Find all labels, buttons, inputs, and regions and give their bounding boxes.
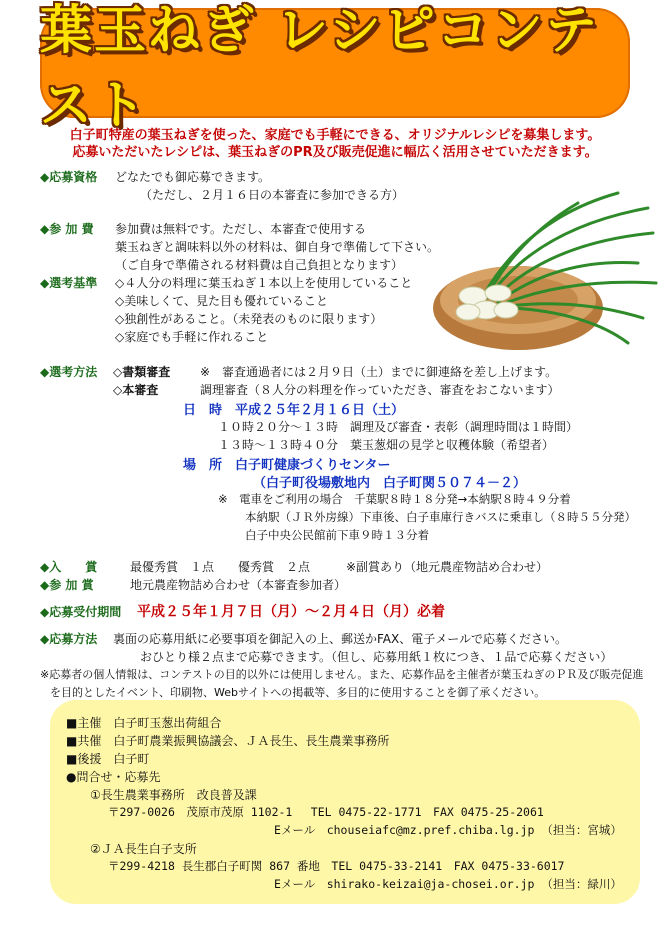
- schedule-line-2: １３時～１３時４０分 葉玉葱畑の見学と収穫体験（希望者）: [218, 438, 555, 452]
- eligibility-label: ◆応募資格: [40, 170, 98, 184]
- contact-heading: ●問合せ・応募先: [66, 770, 161, 784]
- apply-line-2: おひとり様２点まで応募できます。（但し、応募用紙１枚につき、１品で応募ください）: [140, 650, 613, 664]
- fee-label: ◆参 加 費: [40, 222, 94, 236]
- eligibility-line-1: どなたでも御応募できます。: [115, 170, 271, 184]
- main-review-heading: ◇本審査: [113, 383, 159, 397]
- main-review-note: 調理審査（８人分の料理を作っていただき、審査をおこないます）: [200, 383, 560, 397]
- fee-line-3: （ご自身で準備される材料費は自己負担となります）: [115, 258, 404, 272]
- prize-text: 最優秀賞 １点 優秀賞 ２点 ※副賞あり（地元農産物詰め合わせ）: [130, 560, 549, 574]
- event-place-address: （白子町役場敷地内 白子町関５０７４－２）: [253, 476, 527, 491]
- contact-1-address: 〒297-0026 茂原市茂原 1102-1 TEL 0475-22-1771 FAX 0475-25-2061: [108, 805, 544, 819]
- train-info-2: 本納駅（ＪＲ外房線）下車後、白子車庫行きバスに乗車し（８時５５分発）: [245, 510, 636, 524]
- apply-label: ◆応募方法: [40, 632, 98, 646]
- fee-line-2: 葉玉ねぎと調味料以外の材料は、御自身で準備して下さい。: [115, 240, 440, 254]
- eligibility-line-2: （ただし、２月１６日の本審査に参加できる方）: [140, 188, 405, 202]
- period-label: ◆応募受付期間: [40, 605, 122, 619]
- organizer: ■主催 白子町玉葱出荷組合: [66, 716, 222, 730]
- criteria-label: ◆選考基準: [40, 276, 98, 290]
- privacy-line-1: ※応募者の個人情報は、コンテストの目的以外には使用しません。また、応募作品を主催者が葉玉ねぎのＰＲ及び販売促進: [40, 668, 644, 681]
- train-info-3: 白子中央公民館前下車９時１３分着: [245, 528, 429, 542]
- page-title: 葉玉ねぎ レシピコンテスト: [40, 1, 599, 136]
- onion-basket-illustration: [428, 188, 658, 363]
- intro-line-2: 応募いただいたレシピは、葉玉ねぎのPR及び販売促進に幅広く活用させていただきます。: [72, 145, 598, 160]
- fee-line-1: 参加費は無料です。ただし、本審査で使用する: [115, 222, 367, 236]
- contact-2-name: ②ＪＡ長生白子支所: [90, 842, 197, 856]
- period-text: 平成２５年１月７日（月）～２月４日（月）必着: [137, 604, 445, 620]
- method-label: ◆選考方法: [40, 365, 98, 379]
- criteria-item: ◇４人分の料理に葉玉ねぎ１本以上を使用していること: [115, 276, 413, 290]
- participation-label: ◆参 加 賞: [40, 578, 94, 592]
- contact-1-name: ①長生農業事務所 改良普及課: [90, 788, 257, 802]
- participation-text: 地元農産物詰め合わせ（本審査参加者）: [130, 578, 347, 592]
- sponsor: ■後援 白子町: [66, 752, 150, 766]
- co-organizer: ■共催 白子町農業振興協議会、ＪＡ長生、長生農業事務所: [66, 734, 390, 748]
- criteria-item: ◇独創性があること。（未発表のものに限ります）: [115, 312, 383, 326]
- schedule-line-1: １０時２０分～１３時 調理及び審査・表彰（調理時間は１時間）: [218, 420, 579, 434]
- apply-line-1: 裏面の応募用紙に必要事項を御記入の上、郵送かFAX、電子メールで応募ください。: [113, 632, 567, 646]
- contact-1-email[interactable]: Eメール chouseiafc@mz.pref.chiba.lg.jp （担当：宮城）: [274, 823, 622, 837]
- privacy-line-2: を目的としたイベント、印刷物、Webサイトへの掲載等、多目的に使用することを御了承ください。: [50, 686, 546, 699]
- contact-2-address: 〒299-4218 長生郡白子町関 867 番地 TEL 0475-33-2141 FAX 0475-33-6017: [108, 859, 565, 873]
- contact-2-email[interactable]: Eメール shirako-keizai@ja-chosei.or.jp （担当：緑川）: [274, 877, 622, 891]
- criteria-item: ◇美味しくて、見た目も優れていること: [115, 294, 328, 308]
- criteria-item: ◇家庭でも手軽に作れること: [115, 330, 269, 344]
- doc-review-heading: ◇書類審査: [113, 365, 171, 379]
- event-date: 日 時 平成２５年２月１６日（土）: [183, 403, 405, 418]
- doc-review-note: ※ 審査通過者には２月９日（土）までに御連絡を差し上げます。: [200, 365, 558, 379]
- train-info-1: ※ 電車をご利用の場合 千葉駅８時１８分発→本納駅８時４９分着: [218, 492, 571, 506]
- event-place: 場 所 白子町健康づくりセンター: [183, 458, 391, 473]
- prize-label: ◆入 賞: [40, 560, 98, 574]
- intro-line-1: 白子町特産の葉玉ねぎを使った、家庭でも手軽にできる、オリジナルレシピを募集します。: [69, 128, 601, 143]
- contact-info-box: [50, 700, 640, 904]
